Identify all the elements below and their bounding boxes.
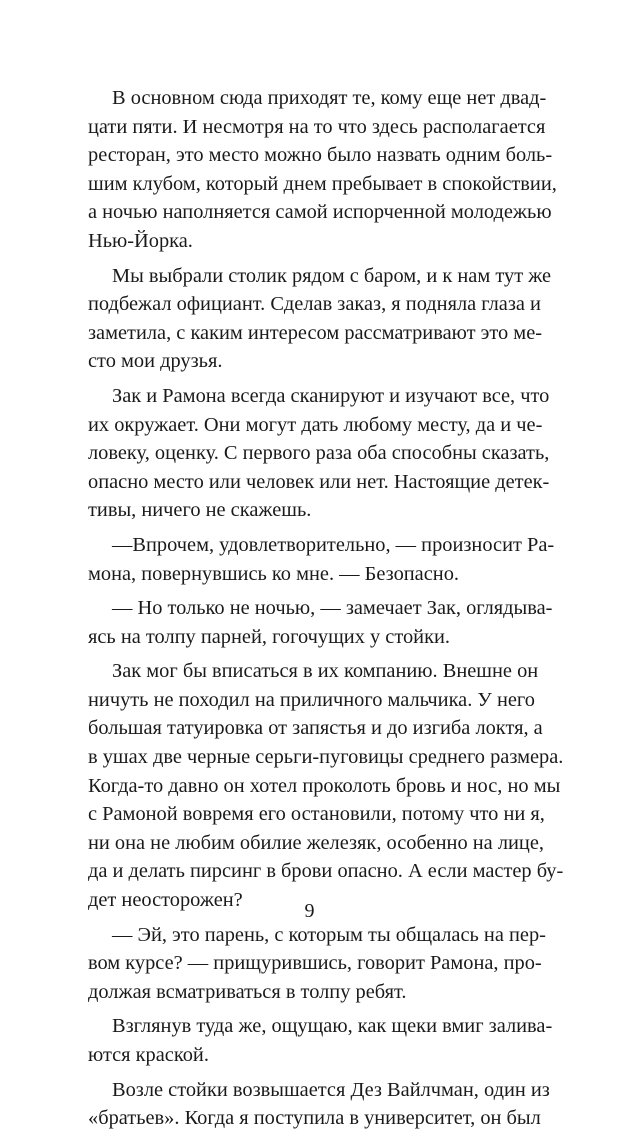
text-line: с Рамоной вовремя его остановили, потому что ни я, [88, 803, 545, 826]
paragraph [88, 594, 553, 651]
text-line: Возле стойки возвышается Дез Вайлчман, один из [112, 1078, 550, 1101]
text-line: Мы выбрали столик рядом с баром, и к нам тут же [112, 264, 552, 287]
text-line: Нью-Йорка. [88, 229, 193, 252]
paragraph [88, 1012, 553, 1069]
paragraph [88, 262, 552, 376]
text-line: должая всматриваться в толпу ребят. [88, 980, 407, 1003]
text-line: в ушах две черные серьги-пуговицы среднего размера. [88, 746, 564, 769]
page-number: 9 [304, 900, 315, 922]
text-line: подбежал официант. Сделав заказ, я подняла глаза и [88, 293, 541, 316]
text-line: да и делать пирсинг в брови опасно. А если мастер бу- [88, 860, 564, 883]
text-line: Зак и Рамона всегда сканируют и изучают все, что [112, 384, 550, 407]
text-line: мона, повернувшись ко мне. — Безопасно. [88, 562, 459, 585]
text-line: Зак мог бы вписаться в их компанию. Внешне он [112, 660, 539, 683]
text-line: большая татуировка от запястья и до изгиба локтя, а [88, 717, 543, 740]
paragraph [88, 1076, 550, 1133]
text-line: Взглянув туда же, ощущаю, как щеки вмиг залива- [112, 1015, 553, 1038]
text-line: В основном сюда приходят те, кому еще нет двад- [112, 87, 547, 109]
text-line: «братьев». Когда я поступила в университет, он был [88, 1107, 541, 1130]
paragraph [88, 531, 555, 588]
text-line: — Эй, это парень, с которым ты общалась на пер- [112, 923, 546, 946]
text-line: сто мои друзья. [88, 350, 223, 373]
text-line: ясь на толпу парней, гогочущих у стойки. [88, 625, 451, 648]
paragraph [88, 921, 546, 1007]
text-line: заметила, с каким интересом рассматривают это ме- [88, 321, 543, 344]
text-line: тивы, ничего не скажешь. [88, 499, 312, 522]
text-line: Когда-то давно он хотел проколоть бровь и нос, но мы [88, 774, 561, 797]
text-line: ничуть не походил на приличного мальчика. У него [88, 688, 535, 711]
text-line: ются краской. [88, 1044, 209, 1066]
text-line: — Но только не ночью, — замечает Зак, оглядыва- [112, 597, 553, 620]
text-line: а ночью наполняется самой испорченной молодежью [88, 201, 552, 224]
text-line: цати пяти. И несмотря на то что здесь располагается [88, 115, 546, 138]
text-line: ресторан, это место можно было назвать одним боль- [88, 144, 553, 167]
body-text [88, 84, 564, 1139]
text-line: —Впрочем, удовлетворительно, — произносит Ра- [112, 533, 555, 556]
text-line: вом курсе? — прищурившись, говорит Рамона, про- [88, 952, 542, 975]
text-line: шим клубом, который днем пребывает в спокойствии, [88, 172, 557, 195]
paragraph [88, 382, 550, 525]
text-line: дет неосторожен? [88, 889, 243, 912]
text-line: опасно место или человек или нет. Настоящие детек- [88, 470, 550, 493]
paragraph [88, 84, 557, 256]
text-line: ловеку, оценку. С первого раза оба способны сказать, [88, 442, 550, 465]
text-line: ни она не любим обилие железяк, особенно на лице, [88, 831, 544, 854]
paragraph [88, 657, 564, 914]
text-line: их окружает. Они могут дать любому месту, да и че- [88, 413, 543, 436]
